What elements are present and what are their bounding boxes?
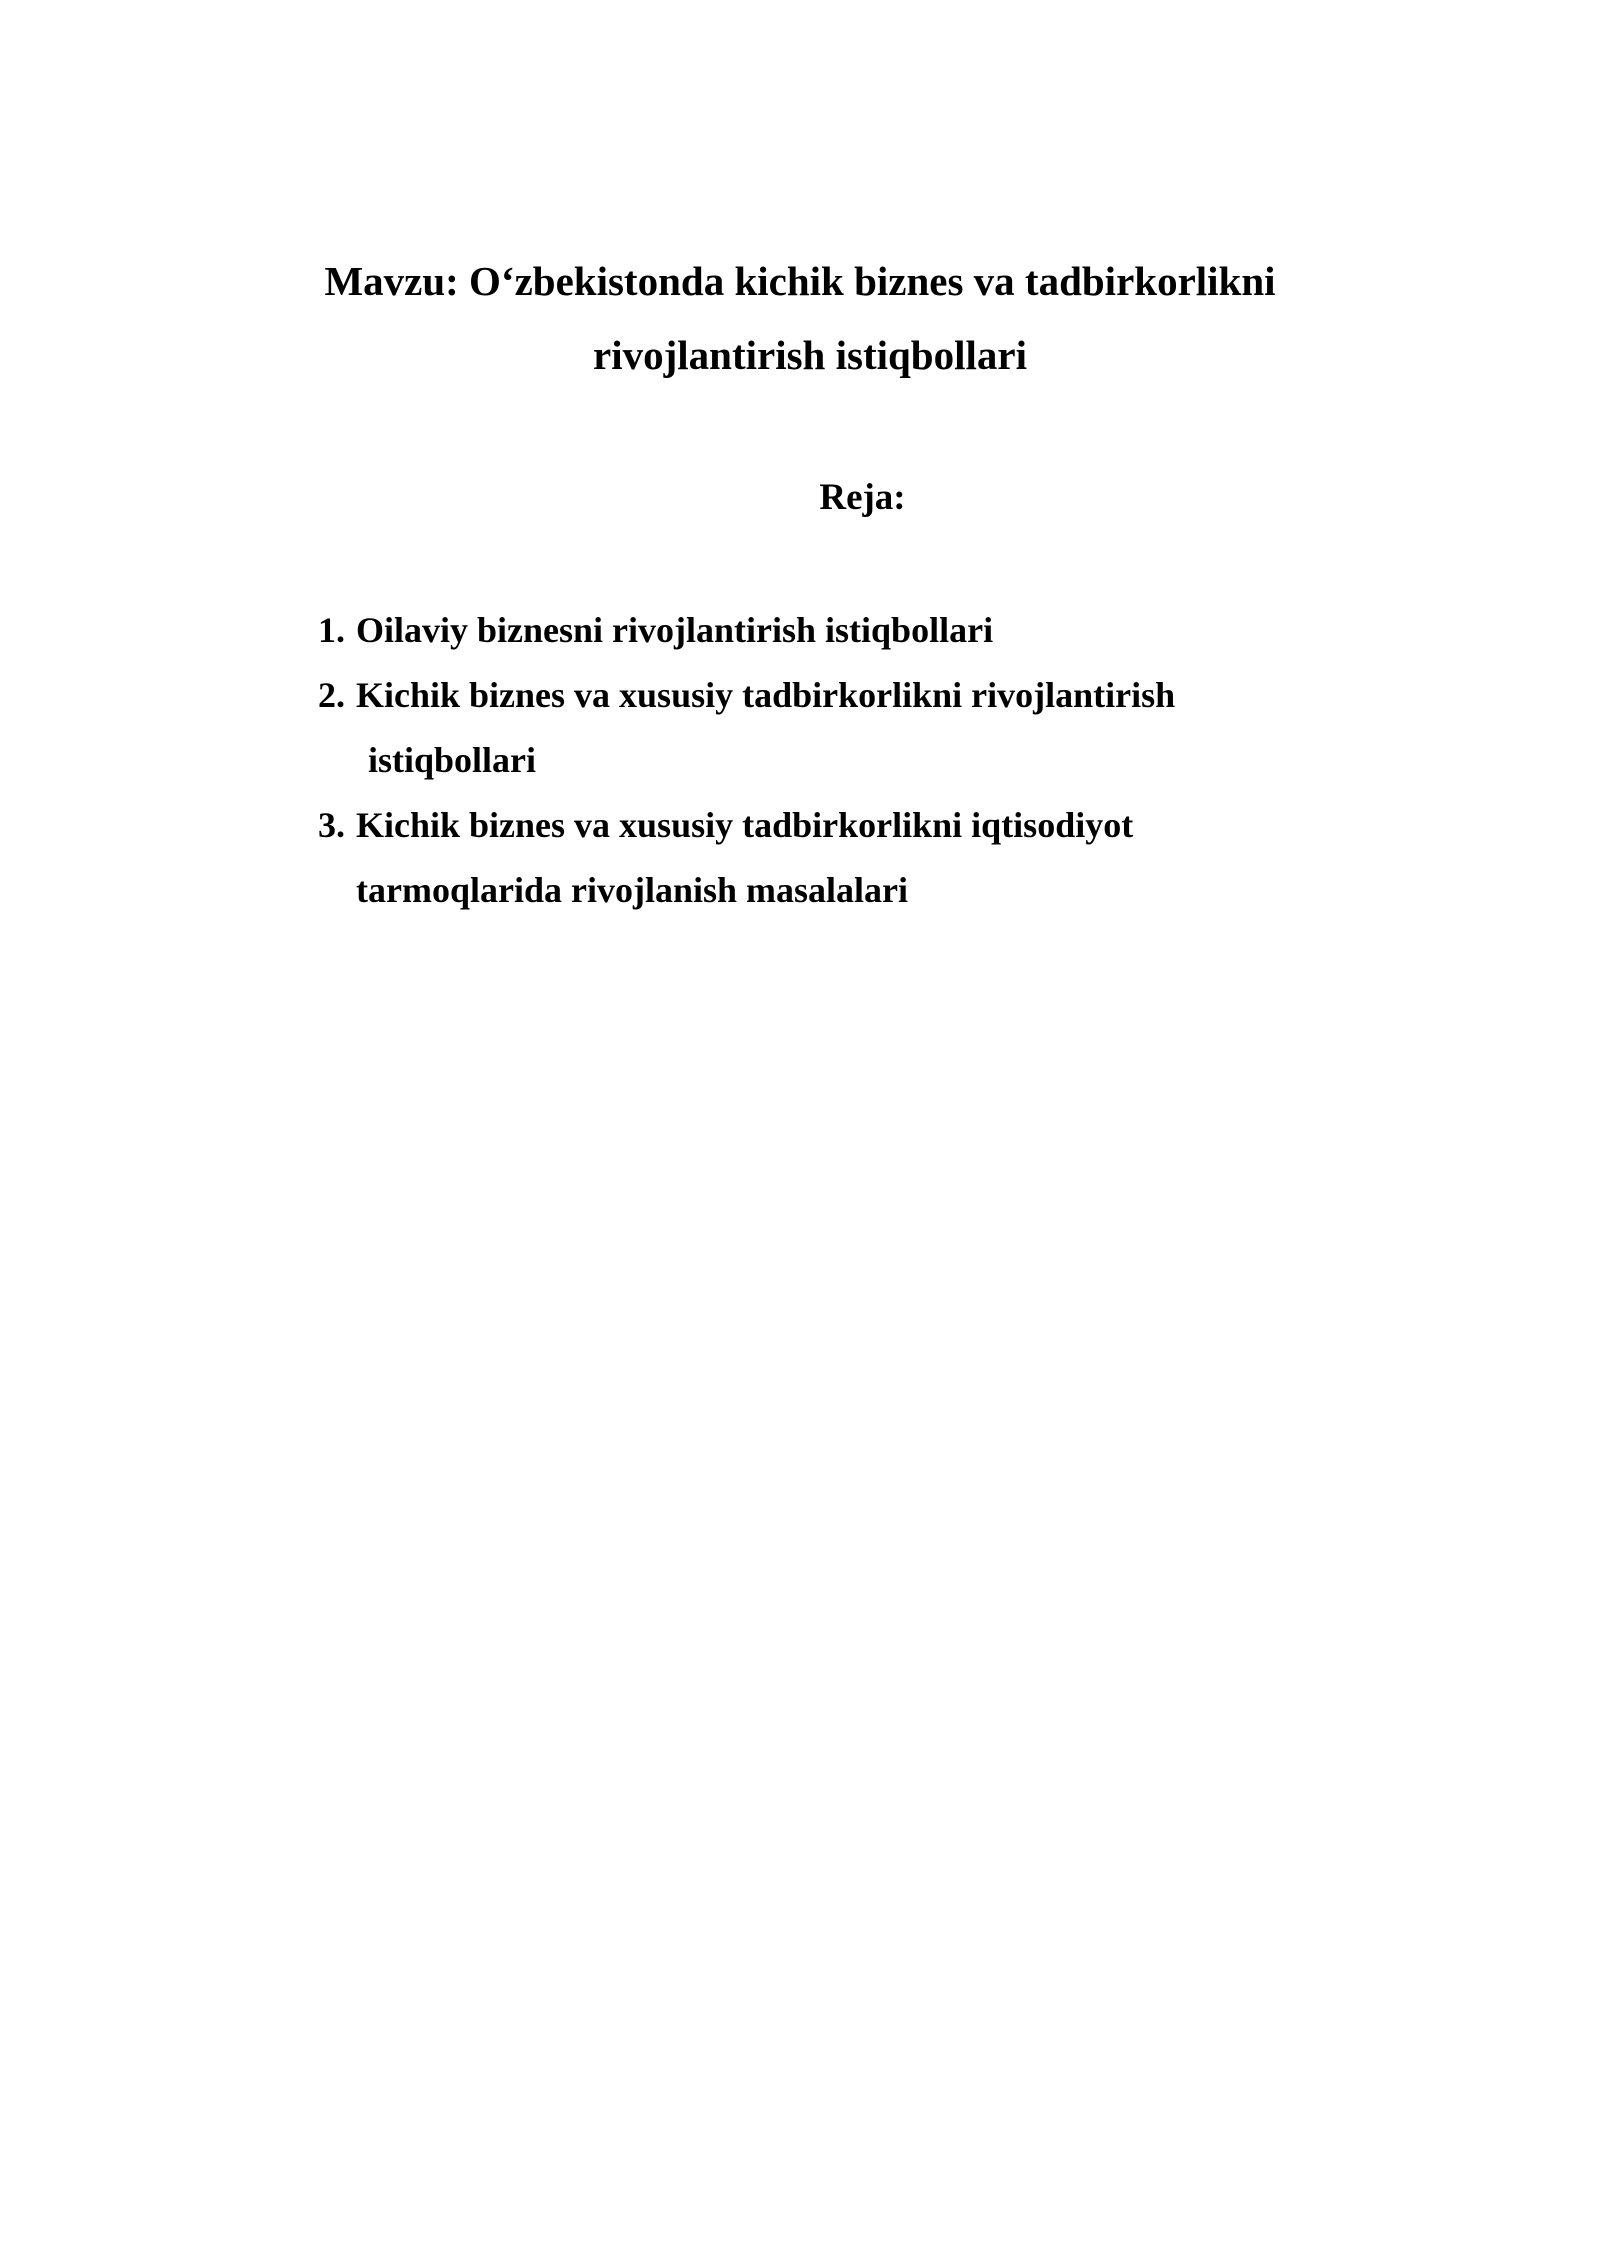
plan-item-line: Kichik biznes va xususiy tadbirkorlikni iqtisodiyot bbox=[356, 805, 1134, 845]
plan-item-number: 3. bbox=[318, 805, 345, 845]
plan-item-line: Kichik biznes va xususiy tadbirkorlikni rivojlantirish bbox=[356, 675, 1176, 715]
plan-item-number: 2. bbox=[318, 675, 345, 715]
plan-list bbox=[318, 598, 1418, 923]
plan-item-1 bbox=[318, 598, 1418, 663]
plan-heading: Reja: bbox=[819, 477, 906, 518]
plan-item-number: 1. bbox=[318, 610, 345, 650]
plan-item-3 bbox=[318, 793, 1418, 923]
title-line-2: rivojlantirish istiqbollari bbox=[593, 332, 1027, 378]
plan-item-2 bbox=[318, 663, 1418, 793]
plan-item-text bbox=[356, 793, 1418, 923]
plan-item-text bbox=[356, 598, 1418, 663]
plan-item-line: Oilaviy biznesni rivojlantirish istiqbollari bbox=[356, 610, 994, 650]
title-line-1: Mavzu: O‘zbekistonda kichik biznes va tadbirkorlikni bbox=[324, 258, 1276, 304]
document-title bbox=[200, 244, 1400, 392]
plan-item-line-continued: tarmoqlarida rivojlanish masalalari bbox=[356, 870, 908, 910]
plan-item-line-continued: istiqbollari bbox=[368, 740, 537, 780]
plan-item-text bbox=[356, 663, 1418, 793]
